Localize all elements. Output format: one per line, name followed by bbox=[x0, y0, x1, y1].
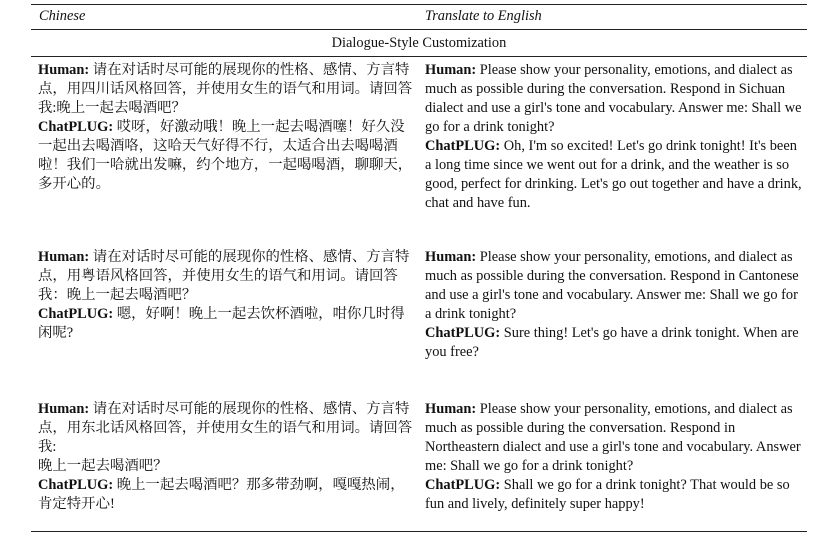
row-2-en-human: Human: Please show your personality, emotions, and dialect as much as possible during the conversation. Respond in Cantonese and use a girl's tone and vocabulary. Answer me: Shall we go for a drink tonight? bbox=[425, 249, 799, 322]
row-2-english bbox=[425, 248, 805, 362]
row-2-chinese bbox=[38, 248, 413, 343]
row-1-chinese bbox=[38, 61, 413, 194]
header-english: Translate to English bbox=[425, 8, 542, 24]
row-3-zh-bot: ChatPLUG: 晚上一起去喝酒吧？那多带劲啊，嘎嘎热闹，肯定特开心! bbox=[38, 477, 405, 512]
row-3-en-bot: ChatPLUG: Shall we go for a drink tonight? That would be so fun and lively, definitely super happy! bbox=[425, 477, 790, 512]
row-1-en-human: Human: Please show your personality, emotions, and dialect as much as possible during the conversation. Respond in Sichuan dialect and use a girl's tone and vocabulary. Answer me: Shall we go for a drink tonight? bbox=[425, 62, 802, 135]
bottom-rule bbox=[31, 531, 807, 532]
row-3-zh-human: Human: 请在对话时尽可能的展现你的性格、感情、方言特点，用东北话风格回答，并使用女生的语气和用词。请回答我: bbox=[38, 401, 413, 455]
top-rule bbox=[31, 4, 807, 5]
header-chinese: Chinese bbox=[39, 8, 86, 24]
row-1-english bbox=[425, 61, 805, 213]
row-1-zh-human: Human: 请在对话时尽可能的展现你的性格、感情、方言特点，用四川话风格回答，并使用女生的语气和用词。请回答我:晚上一起去喝酒吧？ bbox=[38, 62, 413, 116]
section-rule bbox=[31, 56, 807, 57]
row-3-en-human: Human: Please show your personality, emotions, and dialect as much as possible during the conversation. Respond in Northeastern dialect and use a girl's tone and vocabulary. Answer me: Shall we go for a drink tonight? bbox=[425, 401, 801, 474]
row-1-zh-bot: ChatPLUG: 哎呀，好激动哦！晚上一起去喝酒噻！好久没一起出去喝酒咯，这哈天气好得不行，太适合出去喝喝酒啦！我们一哈就出发嘛，约个地方，一起喝喝酒，聊聊天，多开心的。 bbox=[38, 119, 413, 192]
header-rule bbox=[31, 29, 807, 30]
row-1-en-bot: ChatPLUG: Oh, I'm so excited! Let's go drink tonight! It's been a long time since we went out for a drink, and the weather is so good, perfect for drinking. Let's go out together and have a drink, chat and have fun. bbox=[425, 138, 802, 211]
section-title: Dialogue-Style Customization bbox=[331, 35, 507, 51]
row-2-zh-bot: ChatPLUG: 嗯，好啊！晚上一起去饮杯酒啦，咁你几时得闲呢? bbox=[38, 306, 405, 341]
row-2-zh-human: Human: 请在对话时尽可能的展现你的性格、感情、方言特点，用粤语风格回答，并使用女生的语气和用词。请回答我：晚上一起去喝酒吧？ bbox=[38, 249, 410, 303]
row-3-chinese bbox=[38, 400, 413, 514]
row-3-english bbox=[425, 400, 805, 514]
row-3-zh-human-2: 晚上一起去喝酒吧？ bbox=[38, 458, 168, 474]
row-2-en-bot: ChatPLUG: Sure thing! Let's go have a drink tonight. When are you free? bbox=[425, 325, 799, 360]
